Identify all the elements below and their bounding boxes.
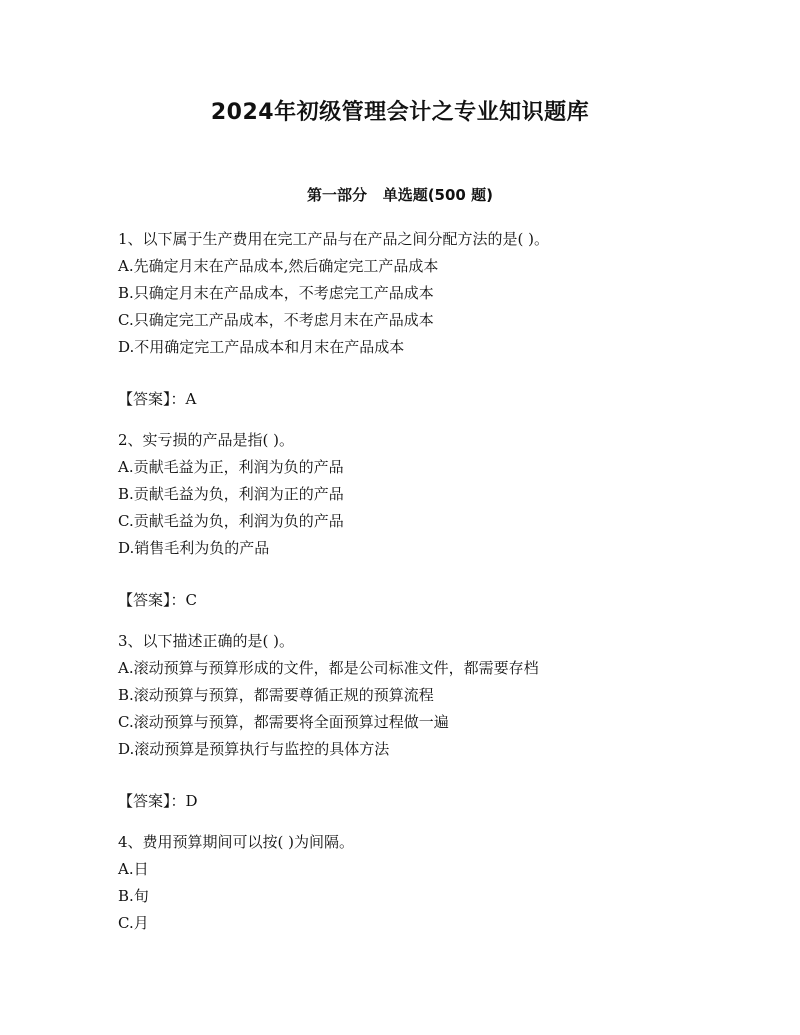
option-b: B.旬 (118, 887, 149, 905)
option-a: A.贡献毛益为正，利润为负的产品 (118, 458, 344, 476)
option-d: D.不用确定完工产品成本和月末在产品成本 (118, 338, 405, 356)
option-a: A.先确定月末在产品成本,然后确定完工产品成本 (118, 257, 439, 275)
section-title: 第一部分 单选题(500 题) (307, 186, 493, 204)
answer-separator: ： (170, 390, 186, 408)
document-title: 2024年初级管理会计之专业知识题库 (210, 100, 590, 125)
question-4 (118, 829, 758, 937)
option-d: D.销售毛利为负的产品 (118, 539, 270, 557)
answer-label: 【答案】 (118, 390, 171, 408)
option-d: D.滚动预算是预算执行与监控的具体方法 (118, 740, 390, 758)
answer-value: D (185, 792, 198, 810)
option-c: C.月 (118, 914, 149, 932)
answer-separator: ： (170, 792, 186, 810)
option-b: B.贡献毛益为负，利润为正的产品 (118, 485, 344, 503)
option-a: A.日 (118, 860, 149, 878)
answer-line (118, 788, 758, 815)
option-c: C.贡献毛益为负，利润为负的产品 (118, 512, 344, 530)
question-3 (118, 628, 758, 815)
question-stem: 4、费用预算期间可以按( )为间隔。 (118, 833, 355, 851)
option-b: B.滚动预算与预算，都需要尊循正规的预算流程 (118, 686, 434, 704)
question-2 (118, 427, 758, 614)
answer-value: A (185, 390, 197, 408)
question-1 (118, 226, 758, 413)
answer-line (118, 386, 758, 413)
question-stem: 2、实亏损的产品是指( )。 (118, 431, 295, 449)
answer-separator: ： (170, 591, 186, 609)
question-stem: 1、以下属于生产费用在完工产品与在产品之间分配方法的是( )。 (118, 230, 550, 248)
answer-label: 【答案】 (118, 792, 171, 810)
option-c: C.滚动预算与预算，都需要将全面预算过程做一遍 (118, 713, 449, 731)
answer-value: C (185, 591, 198, 609)
option-c: C.只确定完工产品成本，不考虑月末在产品成本 (118, 311, 434, 329)
answer-line (118, 587, 758, 614)
option-b: B.只确定月末在产品成本，不考虑完工产品成本 (118, 284, 434, 302)
question-list (118, 226, 758, 937)
answer-label: 【答案】 (118, 591, 171, 609)
option-a: A.滚动预算与预算形成的文件，都是公司标准文件，都需要存档 (118, 659, 539, 677)
question-stem: 3、以下描述正确的是( )。 (118, 632, 295, 650)
